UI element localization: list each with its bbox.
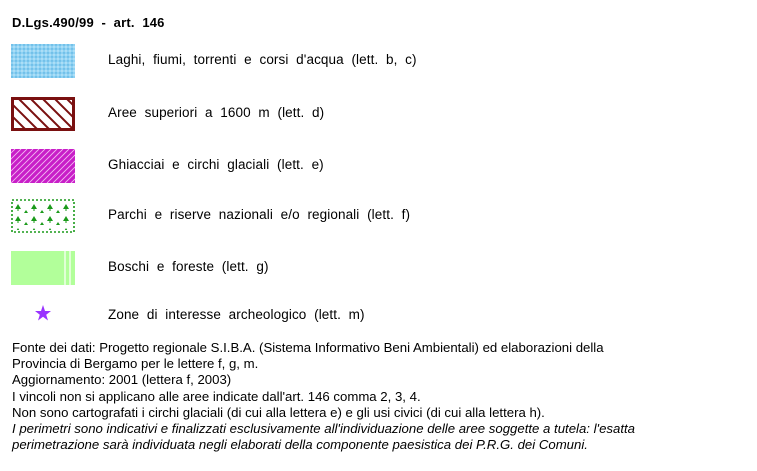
legend-title: D.Lgs.490/99 - art. 146 bbox=[12, 15, 165, 30]
legend-label-woods: Boschi e foreste (lett. g) bbox=[108, 259, 269, 274]
notes-block bbox=[12, 340, 752, 453]
star-icon bbox=[34, 304, 52, 322]
legend-label-altitude: Aree superiori a 1600 m (lett. d) bbox=[108, 105, 325, 120]
legend-label-glaciers: Ghiacciai e circhi glaciali (lett. e) bbox=[108, 157, 324, 172]
water-hatch-swatch bbox=[11, 44, 75, 78]
legend-item-woods bbox=[0, 251, 757, 287]
diagonal-hatch-outlined-swatch bbox=[11, 97, 75, 131]
note-disclaimer-line-2: perimetrazione sarà individuata negli elaborati della componente paesistica dei P.R.G. dei Comuni. bbox=[12, 437, 588, 453]
note-source-line-2: Provincia di Bergamo per le lettere f, g, m. bbox=[12, 356, 259, 372]
note-disclaimer-line-1: I perimetri sono indicativi e finalizzati esclusivamente all'individuazione delle aree soggette a tutela: l'esatta bbox=[12, 421, 635, 437]
note-constraint: I vincoli non si applicano alle aree indicate dall'art. 146 comma 2, 3, 4. bbox=[12, 388, 421, 404]
note-not-mapped: Non sono cartografati i circhi glaciali (di cui alla lettera e) e gli usi civici (di cui alla lettera h). bbox=[12, 404, 545, 420]
legend-item-glaciers bbox=[0, 149, 757, 185]
legend-label-water: Laghi, fiumi, torrenti e corsi d'acqua (lett. b, c) bbox=[108, 52, 417, 67]
note-update: Aggiornamento: 2001 (lettera f, 2003) bbox=[12, 372, 232, 388]
legend-item-water bbox=[0, 44, 757, 80]
legend-label-archaeology: Zone di interesse archeologico (lett. m) bbox=[108, 307, 365, 322]
light-green-swatch bbox=[11, 251, 75, 285]
legend-label-parks: Parchi e riserve nazionali e/o regionali (lett. f) bbox=[108, 207, 411, 222]
green-dotted-border-swatch bbox=[11, 199, 75, 233]
note-source-line-1: Fonte dei dati: Progetto regionale S.I.B.A. (Sistema Informativo Beni Ambientali) ed elaborazioni della bbox=[12, 340, 604, 355]
legend-item-altitude bbox=[0, 97, 757, 133]
legend-item-archaeology bbox=[0, 300, 757, 336]
legend-item-parks bbox=[0, 199, 757, 235]
magenta-hatch-swatch bbox=[11, 149, 75, 183]
